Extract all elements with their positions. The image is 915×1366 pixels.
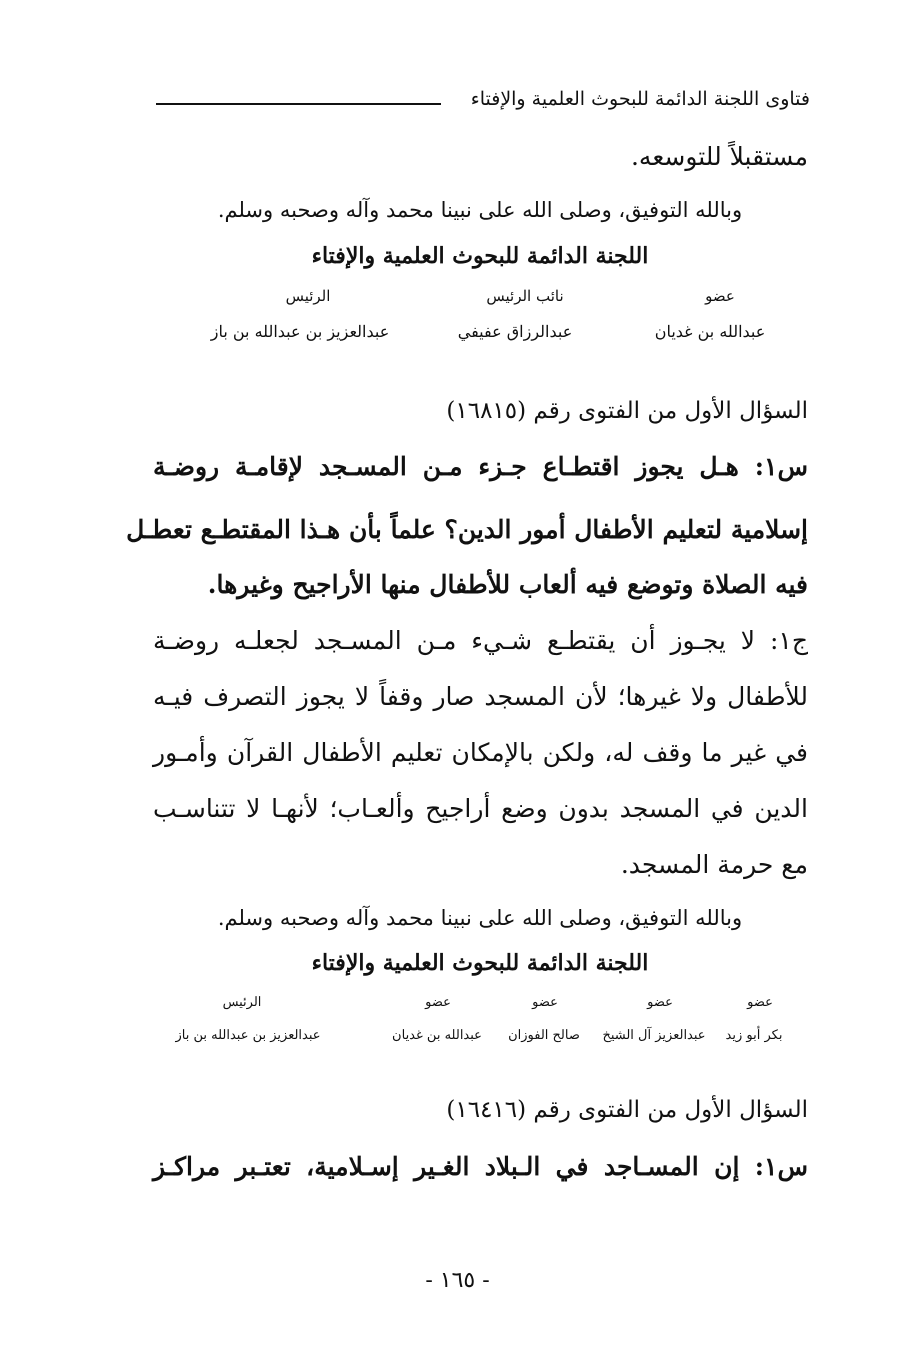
signatory-role: عضو	[705, 287, 735, 305]
signatory-names-1	[150, 322, 810, 346]
committee-name-1: اللجنة الدائمة للبحوث العلمية والإفتاء	[311, 243, 649, 269]
question-line: فيه الصلاة وتوضع فيه ألعاب للأطفال منها الأراجيح وغيرها.	[207, 570, 808, 599]
signatory-role: عضو	[647, 995, 673, 1010]
answer-line: في غير ما وقف له، ولكن بالإمكان تعليم الأطفال القرآن وأمـور	[153, 738, 808, 767]
signatory-role: الرئيس	[285, 287, 331, 305]
answer-line: مع حرمة المسجد.	[620, 850, 808, 879]
question-line: س١: إن المسـاجد في الـبلاد الغـير إسـلامية، تعتـبر مراكـز	[153, 1152, 808, 1181]
fatwa-heading-2: السؤال الأول من الفتوى رقم (١٦٤١٦)	[446, 1097, 808, 1123]
closing-text-2: وبالله التوفيق، وصلى الله على نبينا محمد وآله وصحبه وسلم.	[217, 906, 743, 930]
answer-line: ج١: لا يجـوز أن يقتطـع شـيء مـن المسـجد لجعلـه روضـة	[153, 626, 808, 655]
signatory-name: بكر أبو زيد	[725, 1028, 783, 1043]
signatory-name: عبدالله بن غديان	[654, 322, 766, 341]
signatory-name: صالح الفوزان	[508, 1028, 580, 1043]
signatory-role: الرئيس	[222, 995, 262, 1010]
committee-name-2: اللجنة الدائمة للبحوث العلمية والإفتاء	[311, 950, 649, 976]
signatory-role: عضو	[747, 995, 773, 1010]
fatwa-heading-1: السؤال الأول من الفتوى رقم (١٦٨١٥)	[446, 398, 808, 424]
signatory-roles-1	[150, 287, 810, 311]
answer-line: للأطفال ولا غيرها؛ لأن المسجد صار وقفاً لا يجوز التصرف فيـه	[153, 682, 808, 711]
signatory-name: عبدالعزيز بن عبدالله بن باز	[175, 1028, 321, 1043]
signatory-role: عضو	[532, 995, 558, 1010]
signatory-roles-2	[150, 995, 810, 1019]
signatory-role: عضو	[425, 995, 451, 1010]
signatory-name: عبدالله بن غديان	[392, 1028, 482, 1043]
header-rule	[156, 103, 441, 105]
header-title: فتاوى اللجنة الدائمة للبحوث العلمية والإفتاء	[470, 88, 810, 110]
answer-line: الدين في المسجد بدون وضع أراجيح وألعـاب؛ لأنهـا لا تتناسـب	[153, 794, 808, 823]
question-line: س١: هـل يجوز اقتطـاع جـزء مـن المسـجد لإقامـة روضـة	[153, 452, 808, 481]
signatory-name: عبدالرزاق عفيفي	[457, 322, 573, 341]
closing-text-1: وبالله التوفيق، وصلى الله على نبينا محمد وآله وصحبه وسلم.	[217, 198, 743, 222]
signatory-name: عبدالعزيز آل الشيخ	[602, 1028, 706, 1043]
signatory-names-2	[150, 1028, 810, 1052]
signatory-name: عبدالعزيز بن عبدالله بن باز	[210, 322, 390, 341]
continuation-line: مستقبلاً للتوسعه.	[630, 142, 808, 171]
running-header	[150, 88, 810, 118]
question-line: إسلامية لتعليم الأطفال أمور الدين؟ علماً بأن هـذا المقتطـع تعطـل	[126, 515, 808, 544]
signatory-role: نائب الرئيس	[486, 287, 564, 305]
page-number: - ١٦٥ -	[425, 1268, 490, 1293]
